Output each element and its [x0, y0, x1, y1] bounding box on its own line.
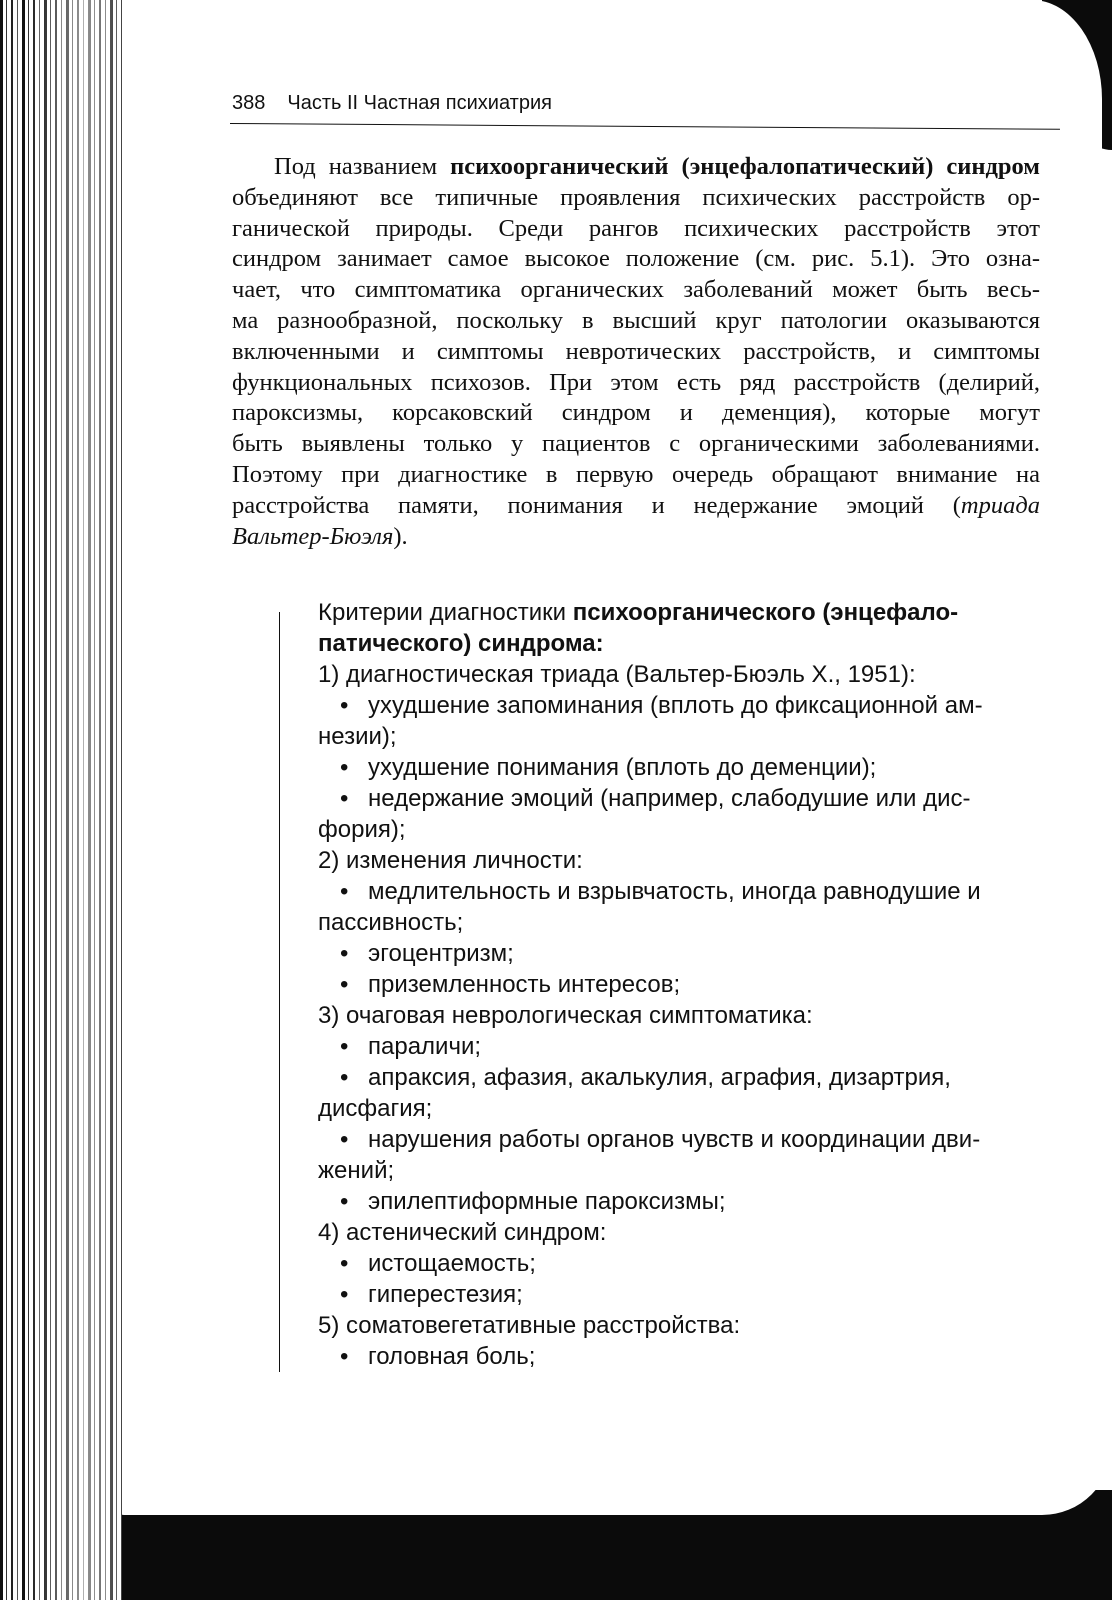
paragraph-line: [232, 183, 1040, 214]
bullet-icon: •: [340, 1033, 349, 1060]
criteria-item-text: головная боль;: [368, 1343, 536, 1370]
line-text: ма разнообразной, поскольку в высший круг патологии оказываются: [232, 306, 1040, 334]
paragraph-line: [232, 275, 1040, 306]
bullet-icon: •: [340, 940, 349, 967]
bullet-icon: •: [340, 1281, 349, 1308]
criteria-item-text: жений;: [318, 1157, 395, 1184]
paragraph-line: [232, 244, 1040, 275]
paragraph-line: [232, 460, 1040, 491]
criteria-numbered-item: [318, 845, 1048, 876]
body-paragraph: [232, 152, 1040, 552]
criteria-item-text: недержание эмоций (например, слабодушие или дис-: [368, 785, 971, 812]
criteria-box: [318, 597, 1048, 1372]
criteria-item-text: 4) астенический синдром:: [318, 1219, 607, 1246]
criteria-item-text: нарушения работы органов чувств и координации дви-: [368, 1126, 981, 1153]
criteria-item-text: эгоцентризм;: [368, 940, 514, 967]
criteria-item-text: пассивность;: [318, 909, 464, 936]
criteria-item-text: медлительность и взрывчатость, иногда равнодушие и: [368, 878, 981, 905]
line-text: включенными и симптомы невротических расстройств, и симптомы: [232, 337, 1040, 365]
criteria-bullet-item: [318, 783, 1048, 814]
criteria-title: [318, 597, 1048, 628]
bullet-icon: •: [340, 1250, 349, 1277]
criteria-numbered-item: [318, 659, 1048, 690]
paragraph-line: [232, 491, 1040, 522]
criteria-bullet-item: [318, 1186, 1048, 1217]
criteria-item-text: 2) изменения личности:: [318, 847, 583, 874]
criteria-bullet-item: [318, 1062, 1048, 1093]
italic-term: триада: [960, 491, 1040, 519]
criteria-item-text: истощаемость;: [368, 1250, 536, 1277]
bullet-icon: •: [340, 878, 349, 905]
line-text: Под названием: [274, 153, 451, 180]
criteria-item-text: ухудшение запоминания (вплоть до фиксационной ам-: [368, 692, 983, 719]
line-text: ганической природы. Среди рангов психических расстройств этот: [232, 214, 1040, 242]
paragraph-line: [232, 398, 1040, 429]
criteria-bullet-item: [318, 1248, 1048, 1279]
paragraph-line: [232, 214, 1040, 245]
criteria-item-text: параличи;: [368, 1033, 482, 1060]
criteria-item-continuation: [318, 721, 1048, 752]
paragraph-line: [232, 337, 1040, 368]
criteria-item-text: незии);: [318, 723, 397, 750]
line-text: чает, что симптоматика органических заболеваний может быть весь-: [232, 276, 1040, 304]
criteria-bullet-item: [318, 1031, 1048, 1062]
criteria-bullet-item: [318, 1279, 1048, 1310]
criteria-bullet-item: [318, 876, 1048, 907]
line-text-tail: ).: [393, 522, 408, 550]
criteria-item-continuation: [318, 907, 1048, 938]
running-head: [232, 92, 1022, 115]
criteria-bullet-item: [318, 1341, 1048, 1372]
criteria-item-text: приземленность интересов;: [368, 971, 681, 998]
criteria-item-text: 1) диагностическая триада (Вальтер-Бюэль Х., 1951):: [318, 661, 916, 688]
criteria-numbered-item: [318, 1000, 1048, 1031]
criteria-item-text: фория);: [318, 816, 406, 843]
criteria-item-text: гиперестезия;: [368, 1281, 523, 1308]
line-text: пароксизмы, корсаковский синдром и деменция), которые могут: [232, 399, 1040, 427]
italic-term: Вальтер-Бюэля: [232, 522, 394, 550]
criteria-side-rule: [279, 612, 280, 1372]
criteria-bullet-item: [318, 1124, 1048, 1155]
paragraph-line: [232, 152, 1040, 183]
line-text: Поэтому при диагностике в первую очередь обращают внимание на: [232, 460, 1040, 488]
paragraph-line: [232, 429, 1040, 460]
line-text: объединяют все типичные проявления психических расстройств ор-: [232, 183, 1040, 211]
criteria-title-bold-2: патического) синдрома:: [318, 630, 604, 657]
bullet-icon: •: [340, 1126, 349, 1153]
line-text: быть выявлены только у пациентов с органическими заболеваниями.: [232, 430, 1040, 458]
page-number: 388: [232, 92, 266, 114]
paragraph-line: [232, 306, 1040, 337]
bullet-icon: •: [340, 1064, 349, 1091]
criteria-title-line-2: [318, 628, 1048, 659]
criteria-item-text: дисфагия;: [318, 1095, 433, 1122]
bullet-icon: •: [340, 1343, 349, 1370]
criteria-bullet-item: [318, 969, 1048, 1000]
criteria-bullet-item: [318, 938, 1048, 969]
bold-term: психоорганический (энцефалопатический) синдром: [450, 153, 1040, 180]
criteria-numbered-item: [318, 1310, 1048, 1341]
line-text: расстройства памяти, понимания и недержание эмоций (: [232, 491, 961, 519]
criteria-bullet-item: [318, 752, 1048, 783]
line-text: синдром занимает самое высокое положение (см. рис. 5.1). Это озна-: [232, 245, 1040, 273]
paragraph-line: [232, 368, 1040, 399]
criteria-item-text: апраксия, афазия, акалькулия, аграфия, дизартрия,: [368, 1064, 951, 1091]
criteria-title-normal: Критерии диагностики: [318, 599, 573, 626]
criteria-title-bold: психоорганического (энцефало-: [572, 599, 959, 626]
bullet-icon: •: [340, 692, 349, 719]
criteria-item-continuation: [318, 814, 1048, 845]
line-text: функциональных психозов. При этом есть ряд расстройств (делирий,: [232, 368, 1040, 396]
criteria-bullet-item: [318, 690, 1048, 721]
bullet-icon: •: [340, 1188, 349, 1215]
section-title: Часть II Частная психиатрия: [287, 92, 552, 114]
criteria-item-continuation: [318, 1093, 1048, 1124]
criteria-item-text: эпилептиформные пароксизмы;: [368, 1188, 726, 1215]
criteria-item-text: 5) соматовегетативные расстройства:: [318, 1312, 741, 1339]
bullet-icon: •: [340, 754, 349, 781]
paragraph-line: [232, 522, 1040, 553]
criteria-numbered-item: [318, 1217, 1048, 1248]
criteria-item-continuation: [318, 1155, 1048, 1186]
criteria-item-text: 3) очаговая неврологическая симптоматика:: [318, 1002, 813, 1029]
bullet-icon: •: [340, 785, 349, 812]
page-edges-fade: [30, 0, 122, 1600]
bullet-icon: •: [340, 971, 349, 998]
criteria-item-text: ухудшение понимания (вплоть до деменции);: [368, 754, 877, 781]
